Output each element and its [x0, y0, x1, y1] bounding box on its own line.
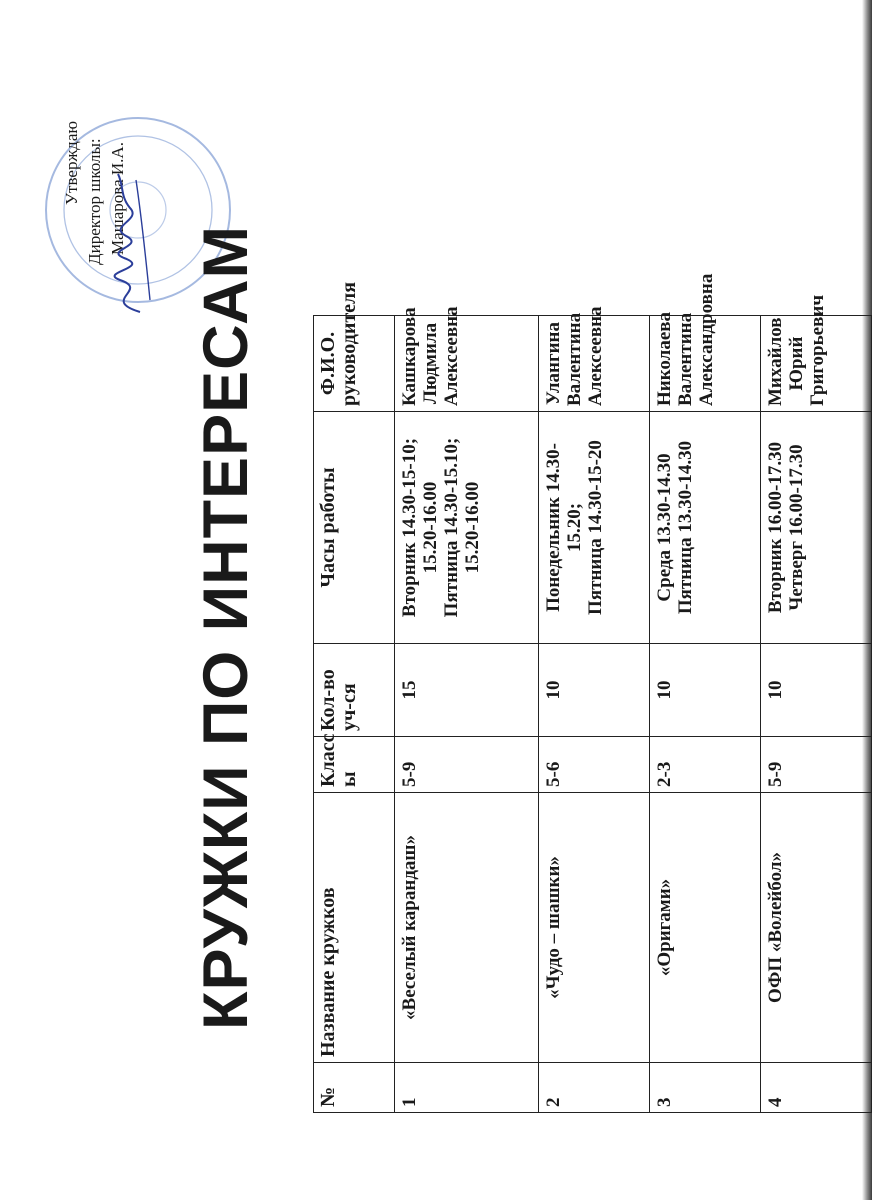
leader-name-line: Юрий	[785, 336, 807, 391]
hours-line: Вторник 16.00-17.30	[764, 441, 786, 614]
hours-line: Вторник 14.30-15-10;	[399, 437, 420, 618]
table-row	[760, 30, 871, 1113]
hours-line: Среда 13.30-14.30	[653, 453, 675, 602]
row-club-name: ОФП «Волейбол»	[760, 793, 871, 1063]
row-leader	[649, 273, 760, 412]
hours-line: Понедельник 14.30-	[542, 443, 564, 612]
row-club-name: «Веселый карандаш»	[395, 793, 539, 1063]
table-row	[649, 30, 760, 1113]
clubs-table	[313, 29, 872, 1113]
row-grade: 5-6	[538, 737, 649, 793]
row-leader	[395, 306, 539, 412]
row-count: 10	[760, 644, 871, 737]
table-row	[395, 30, 539, 1113]
row-grade: 5-9	[760, 737, 871, 793]
leader-name-line: Людмила	[420, 322, 441, 405]
leader-name-line: Кашкарова	[399, 307, 420, 406]
approval-line-approve: Утверждаю	[62, 120, 81, 205]
hours-line: 15.20-16.00	[420, 481, 441, 574]
row-hours	[395, 412, 539, 644]
row-leader	[538, 306, 649, 412]
row-grade: 2-3	[649, 737, 760, 793]
row-num: 3	[649, 1063, 760, 1113]
approval-line-director: Директор школы:	[85, 138, 104, 265]
hours-line: 15.20;	[563, 502, 585, 553]
director-signature	[80, 170, 170, 320]
table-header-row	[314, 30, 395, 1113]
leader-name-line: Михайлов	[764, 317, 786, 406]
leader-name-line: Валентина	[563, 312, 585, 406]
header-name: Название кружков	[314, 793, 395, 1063]
leader-name-line: Улангина	[542, 322, 564, 405]
row-num: 1	[395, 1063, 539, 1113]
leader-name-line: Алексеевна	[441, 306, 462, 406]
page-title: КРУЖКИ ПО ИНТЕРЕСАМ	[191, 224, 261, 1030]
header-grade: Класс ы	[314, 737, 395, 793]
row-count: 10	[649, 644, 760, 737]
leader-name-line: Валентина	[674, 312, 696, 406]
row-count: 10	[538, 644, 649, 737]
row-hours	[649, 412, 760, 644]
hours-line: Четверг 16.00-17.30	[785, 444, 807, 611]
row-grade: 5-9	[395, 737, 539, 793]
hours-line: Пятница 13.30-14.30	[674, 440, 696, 615]
leader-name-line: Александровна	[695, 273, 717, 406]
hours-line: Пятница 14.30-15.10;	[441, 437, 462, 618]
row-count: 15	[395, 644, 539, 737]
row-leader	[760, 294, 871, 412]
row-hours	[760, 412, 871, 644]
header-hours: Часы работы	[314, 412, 395, 644]
leader-name-line: Григорьевич	[806, 294, 828, 406]
hours-line: 15.20-16.00	[462, 481, 483, 574]
row-num: 2	[538, 1063, 649, 1113]
leader-name-line: Николаева	[653, 311, 675, 406]
row-hours	[538, 412, 649, 644]
approval-line-name: Машарова И.А.	[108, 142, 127, 255]
row-club-name: «Чудо – шашки»	[538, 793, 649, 1063]
header-count: Кол-во уч-ся	[314, 644, 395, 737]
header-num: №	[314, 1063, 395, 1113]
leader-name-line: Алексеевна	[584, 306, 606, 406]
header-leader: Ф.И.О. руководителя	[314, 316, 395, 412]
hours-line: Пятница 14.30-15-20	[584, 440, 606, 615]
table-row	[538, 30, 649, 1113]
row-club-name: «Оригами»	[649, 793, 760, 1063]
row-num: 4	[760, 1063, 871, 1113]
